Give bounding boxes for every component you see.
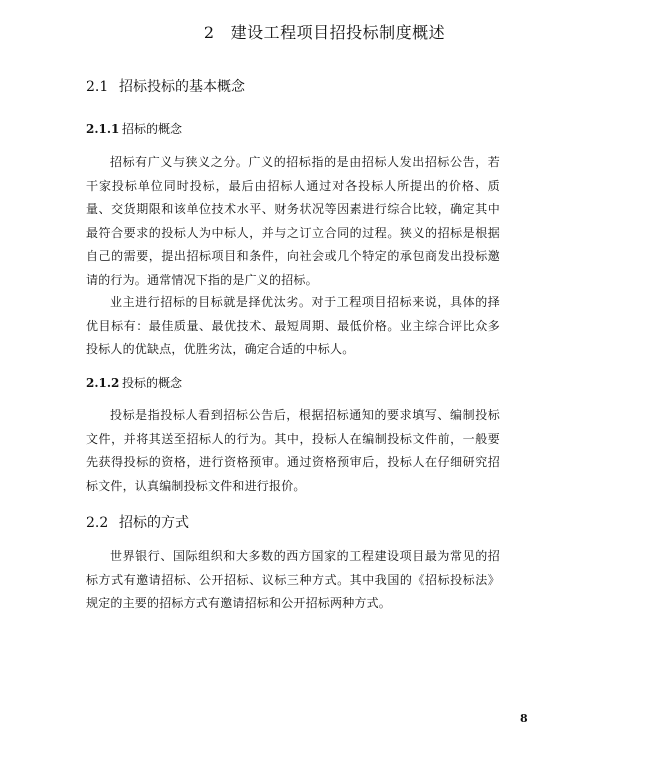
paragraph-tender-concept: 投标是指投标人看到招标公告后，根据招标通知的要求填写、编制投标文件，并将其送至招标人的行为。其中，投标人在编制投标文件前，一般要先获得投标的资格，进行资格预审。通过资格预审后，投标人在仔细研究招标文件，认真编制投标文件和进行报价。 [86,408,500,493]
section-title: 招标的方式 [119,515,189,531]
chapter-heading [0,20,649,43]
subsection-heading-2-1-1 [86,120,182,137]
paragraph-bidding-concept: 招标有广义与狭义之分。广义的招标指的是由招标人发出招标公告，若干家投标单位同时投标，最后由招标人通过对各投标人所提出的价格、质量、交货期限和该单位技术水平、财务状况等因素进行综合比较，确定其中最符合要求的投标人为中标人，并与之订立合同的过程。狭义的招标是根据自己的需要，提出招标项目和条件，向社会或几个特定的承包商发出投标邀请的行为。通常情况下指的是广义的招标。 [86,155,500,287]
section-title: 招标投标的基本概念 [119,79,245,95]
page-number: 8 [520,712,528,725]
section-number: 2.2 [86,515,109,531]
paragraph-bidding-methods: 世界银行、国际组织和大多数的西方国家的工程建设项目最为常见的招标方式有邀请招标、公开招标、议标三种方式。其中我国的《招标投标法》规定的主要的招标方式有邀请招标和公开招标两种方式。 [86,549,500,610]
chapter-title: 建设工程项目招投标制度概述 [230,23,446,42]
subsection-number: 2.1.1 [86,122,120,136]
paragraph-owner-goal: 业主进行招标的目标就是择优汰劣。对于工程项目招标来说，具体的择优目标有：最佳质量、最优技术、最短周期、最低价格。业主综合评比众多投标人的优缺点，优胜劣汰，确定合适的中标人。 [86,295,500,356]
section-heading-2-1 [86,76,245,96]
subsection-title: 招标的概念 [122,122,183,136]
section-heading-2-2 [86,512,189,532]
subsection-heading-2-1-2 [86,374,182,391]
section-number: 2.1 [86,79,109,95]
chapter-number: 2 [203,23,215,42]
subsection-title: 投标的概念 [122,376,183,390]
subsection-number: 2.1.2 [86,376,120,390]
